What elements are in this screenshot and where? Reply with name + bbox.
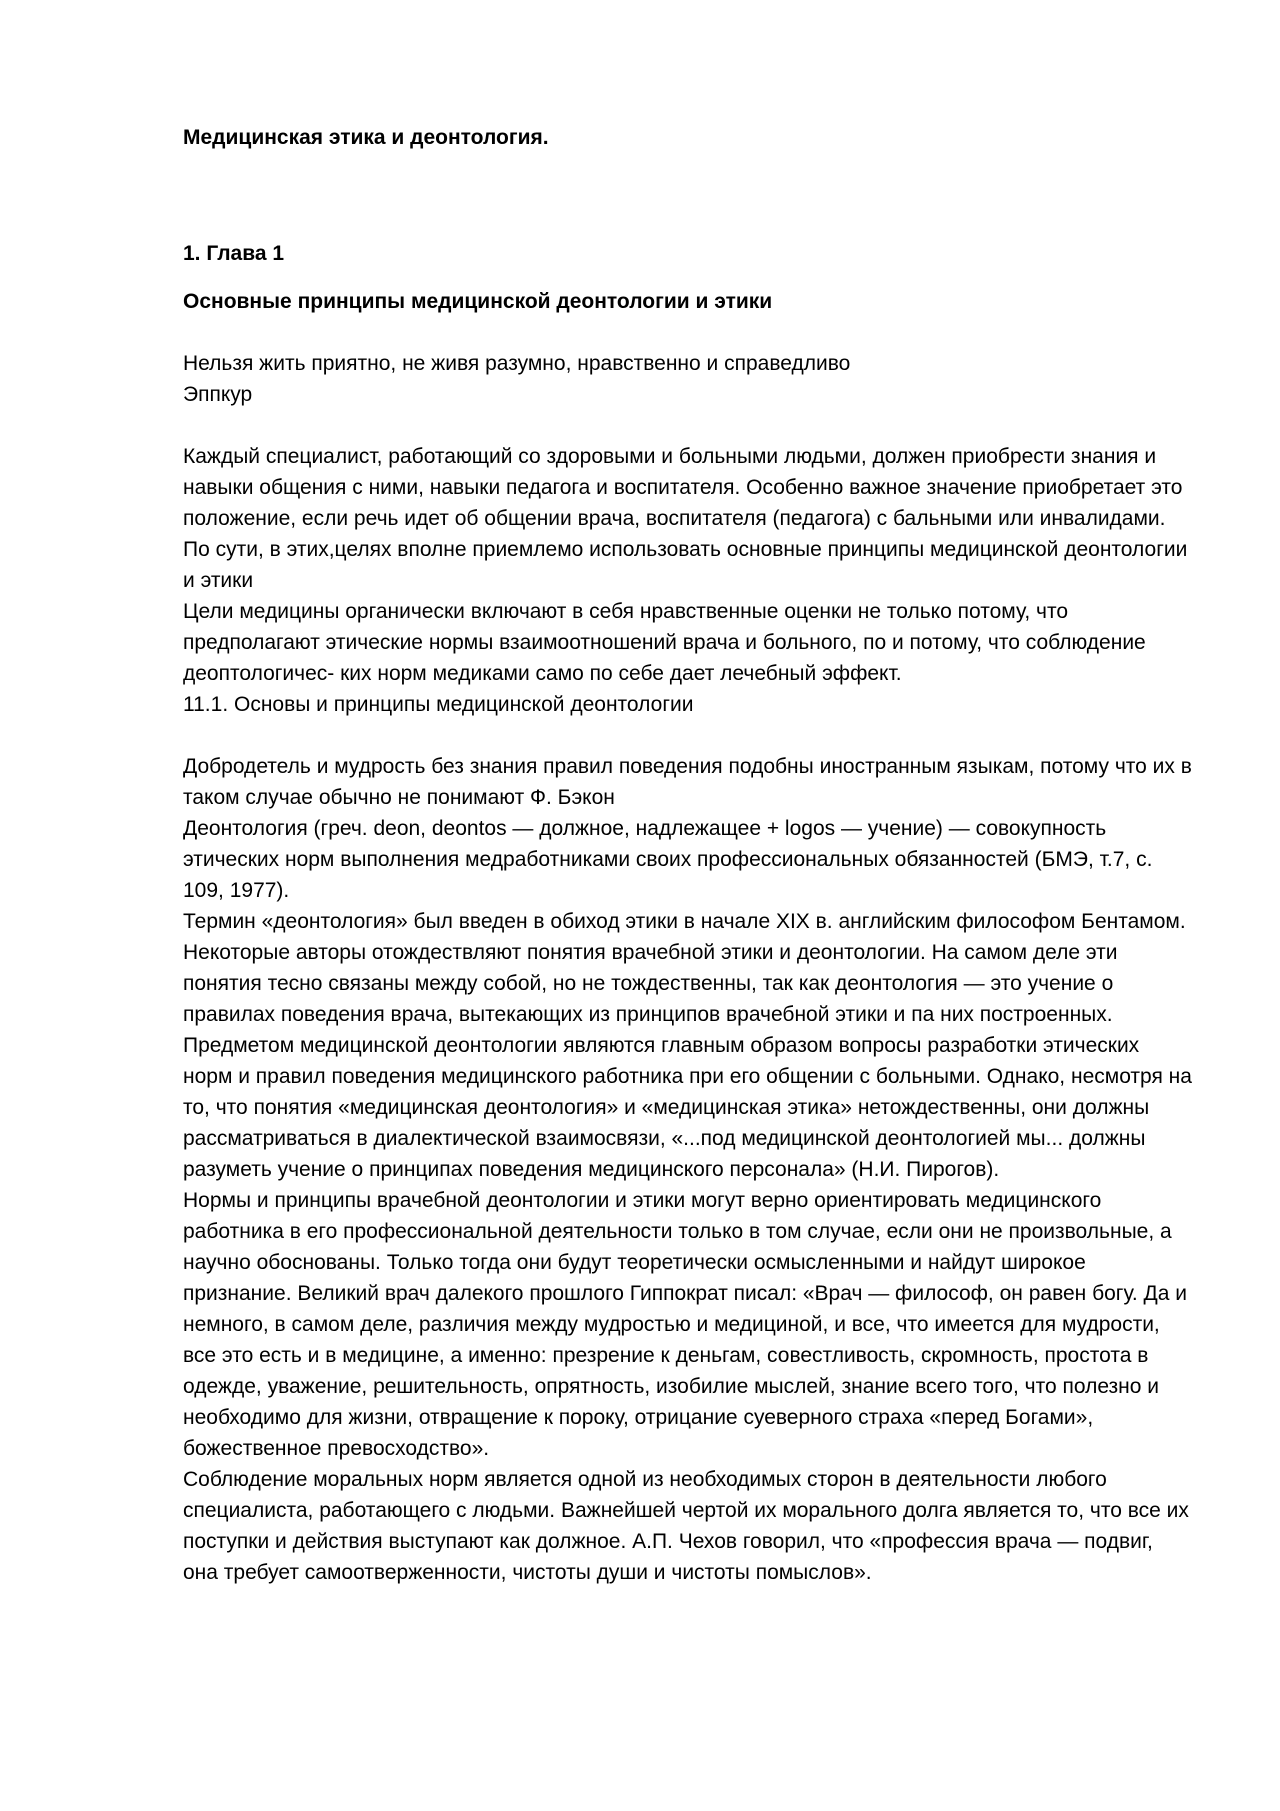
paragraph-gap (183, 720, 1193, 751)
paragraph: Соблюдение моральных норм является одной из необходимых сторон в деятельности любого специалиста, работающего с людьми. Важнейшей чертой их морального долга является то, что все их поступки и действия выступают как должное. А.П. Чехов говорил, что «профессия врача — подвиг, она требует самоотверженности, чистоты души и чистоты помыслов». (183, 1468, 1189, 1584)
chapter-number: 1. Глава 1 (183, 242, 285, 265)
paragraph: Деонтология (греч. deon, deontos — должное, надлежащее + logos — учение) — совокупность этических норм выполнения медработниками своих профессиональных обязанностей (БМЭ, т.7, с. 109, 1977). (183, 817, 1153, 902)
paragraph: Добродетель и мудрость без знания правил поведения подобны иностранным языкам, потому что их в таком случае обычно не понимают Ф. Бэкон (183, 755, 1192, 809)
section-heading: 11.1. Основы и принципы медицинской деонтологии (183, 693, 694, 716)
body-text (183, 441, 1193, 1588)
document-title: Медицинская этика и деонтология. (183, 126, 549, 149)
epigraph-quote: Нельзя жить приятно, не живя разумно, нравственно и справедливо (183, 352, 851, 375)
epigraph (183, 348, 1193, 410)
paragraph: Предметом медицинской деонтологии являются главным образом вопросы разработки этических норм и правил поведения медицинского работника при его общении с больными. Однако, несмотря на то, что понятия «медицинская деонтология» и «медицинская этика» нетождественны, они должны рассматриваться в диалектической взаимосвязи, «...под медицинской деонтологией мы... должны разуметь учение о принципах поведения медицинского персонала» (Н.И. Пирогов). (183, 1034, 1192, 1181)
chapter-title: Основные принципы медицинской деонтологии и этики (183, 290, 773, 313)
epigraph-author: Эппкур (183, 383, 253, 406)
paragraph: Нормы и принципы врачебной деонтологии и этики могут верно ориентировать медицинского работника в его профессиональной деятельности только в том случае, если они не произвольные, а научно обоснованы. Только тогда они будут теоретически осмысленными и найдут широкое признание. Великий врач далекого прошлого Гиппократ писал: «Врач — философ, он равен богу. Да и немного, в самом деле, различия между мудростью и медициной, и все, что имеется для мудрости, все это есть и в медицине, а именно: презрение к деньгам, совестливость, скромность, простота в одежде, уважение, решительность, опрятность, изобилие мыслей, знание всего того, что полезно и необходимо для жизни, отвращение к пороку, отрицание суеверного страха «перед Богами», божественное превосходство». (183, 1189, 1188, 1460)
document-content (183, 122, 1193, 1588)
paragraph: Каждый специалист, работающий со здоровыми и больными людьми, должен приобрести знания и навыки общения с ними, навыки педагога и воспитателя. Особенно важное значение приобретает это положение, если речь идет об общении врача, воспитателя (педагога) с бальными или инвалидами. По сути, в этих,целях вполне приемлемо использовать основные принципы медицинской деонтологии и этики (183, 445, 1188, 592)
paragraph: Термин «деонтология» был введен в обиход этики в начале XIX в. английским философом Бентамом. Некоторые авторы отождествляют понятия врачебной этики и деонтологии. На самом деле эти понятия тесно связаны между собой, но не тождественны, так как деонтология — это учение о правилах поведения врача, вытекающих из принципов врачебной этики и па них построенных. (183, 910, 1186, 1026)
paragraph: Цели медицины органически включают в себя нравственные оценки не только потому, что предполагают этические нормы взаимоотношений врача и больного, по и потому, что соблюдение деоптологичес- ких норм медиками само по себе дает лечебный эффект. (183, 600, 1146, 685)
